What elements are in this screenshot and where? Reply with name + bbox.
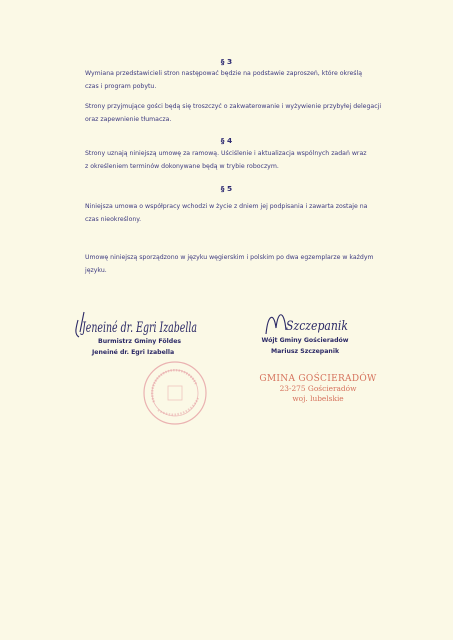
section-3-heading: § 3 xyxy=(220,57,233,66)
left-signatory-name: Jeneiné dr. Egri Izabella xyxy=(92,349,175,356)
stamp-line-2: 23-275 Gościeradów xyxy=(279,384,357,393)
left-signatory-title: Burmistrz Gminy Földes xyxy=(98,338,182,345)
text-line: Strony uznają niniejszą umowę za ramową. Uściślenie i aktualizacja wspólnych zadań wraz xyxy=(85,150,367,157)
text-line: Umowę niniejszą sporządzono w języku węgierskim i polskim po dwa egzemplarze w każdym xyxy=(85,254,374,261)
section-3-paragraph-2 xyxy=(85,101,385,126)
text-line: Wymiana przedstawicieli stron następować będzie na podstawie zaproszeń, które określą xyxy=(85,70,363,77)
municipality-stamp xyxy=(258,374,378,403)
stamp-line-3: woj. lubelskie xyxy=(292,394,344,403)
text-line: Strony przyjmujące gości będą się troszczyć o zakwaterowanie i wyżywienie przybyłej delegacji xyxy=(85,103,382,110)
section-5-paragraph-1 xyxy=(85,201,385,226)
right-signature-script: Szczepanik xyxy=(286,319,349,334)
left-signature-script: Jeneiné dr. Egri Izabella xyxy=(79,320,197,336)
text-line: czas nieokreślony. xyxy=(85,215,142,223)
round-seal-icon xyxy=(142,360,208,426)
section-4-heading: § 4 xyxy=(220,136,233,145)
text-line: z określeniem terminów dokonywane będą w trybie roboczym. xyxy=(85,162,279,170)
text-line: języku. xyxy=(85,266,107,274)
right-signatory-title: Wójt Gminy Gościeradów xyxy=(261,337,349,344)
right-signatory-name: Mariusz Szczepanik xyxy=(270,348,340,355)
section-3-paragraph-1 xyxy=(85,68,385,93)
section-5-heading: § 5 xyxy=(220,184,233,193)
text-line: czas i program pobytu. xyxy=(85,82,157,90)
text-line: oraz zapewnienie tłumacza. xyxy=(85,115,172,123)
closing-paragraph xyxy=(85,252,385,277)
text-line: Niniejsza umowa o współpracy wchodzi w życie z dniem jej podpisania i zawarta zostaje na xyxy=(85,203,368,210)
section-4-paragraph-1 xyxy=(85,148,385,173)
stamp-line-1: GMINA GOŚCIERADÓW xyxy=(259,374,377,384)
